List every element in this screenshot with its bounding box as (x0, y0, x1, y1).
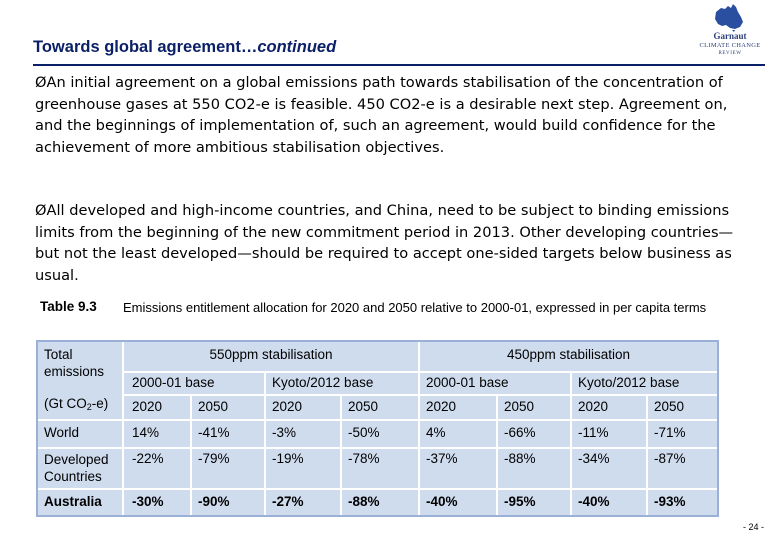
title-divider (33, 64, 765, 66)
table-cell: -40% (426, 494, 458, 509)
units-prefix: (Gt CO (44, 396, 87, 411)
table-cell: -79% (198, 451, 230, 466)
table-caption: Emissions entitlement allocation for 2020 and 2050 relative to 2000-01, expressed in per capita terms (123, 300, 707, 315)
year-header: 2020 (426, 399, 457, 414)
bullet-2 (35, 200, 735, 286)
table-cell: -22% (132, 451, 164, 466)
grid-line (38, 447, 717, 449)
grid-line (264, 371, 266, 515)
subgroup-header: Kyoto/2012 base (272, 375, 374, 390)
table-cell: -3% (272, 425, 297, 440)
units-subscript: 2 (86, 402, 92, 412)
row-label-world: World (44, 425, 80, 440)
table-cell: -88% (504, 451, 536, 466)
table-cell: -27% (272, 494, 304, 509)
title-continued: continued (257, 38, 337, 56)
emissions-table (36, 340, 719, 517)
year-header: 2050 (198, 399, 229, 414)
table-cell: -95% (504, 494, 536, 509)
year-header: 2050 (348, 399, 379, 414)
group-header-550: 550ppm stabilisation (209, 347, 333, 362)
table-cell: -41% (198, 425, 230, 440)
bullet-arrow-icon: Ø (35, 74, 47, 91)
grid-line (38, 488, 717, 490)
corner-header: Total emissions (44, 347, 105, 379)
year-header: 2020 (578, 399, 609, 414)
subgroup-header: 2000-01 base (426, 375, 509, 390)
table-cell: -19% (272, 451, 304, 466)
table-cell: -71% (654, 425, 686, 440)
table-cell: -66% (504, 425, 536, 440)
bullet-1-text: An initial agreement on a global emissions path towards stabilisation of the concentration of greenhouse gases at 550 CO2-e is feasible. 450 CO2-e is a desirable next step. Agreement on, and the beginnings of implementation of, such an agreement, would build confidence for the achievement of more ambitious stabilisation objectives. (35, 74, 728, 156)
table-cell: -34% (578, 451, 610, 466)
year-header: 2020 (272, 399, 303, 414)
subgroup-header: Kyoto/2012 base (578, 375, 680, 390)
group-header-450: 450ppm stabilisation (506, 347, 631, 362)
logo-text-review: REVIEW (718, 51, 742, 56)
grid-line (418, 342, 420, 515)
title-main: Towards global agreement… (33, 38, 258, 56)
logo-text-garnaut: Garnaut (713, 31, 747, 41)
table-cell: -90% (198, 494, 230, 509)
table-cell: -93% (654, 494, 686, 509)
table-cell: -11% (578, 425, 609, 440)
row-label-australia: Australia (44, 494, 102, 509)
table-cell: -40% (578, 494, 610, 509)
corner-units (44, 396, 108, 412)
table-cell: -37% (426, 451, 458, 466)
grid-line (340, 394, 342, 515)
grid-line (496, 394, 498, 515)
grid-line (38, 419, 717, 421)
page-title (33, 38, 336, 57)
year-header: 2050 (654, 399, 685, 414)
units-suffix: -e) (91, 396, 109, 411)
row-label-developed: Developed Countries (44, 452, 109, 484)
table-cell: -88% (348, 494, 380, 509)
table-label: Table 9.3 (40, 299, 97, 314)
year-header: 2050 (504, 399, 535, 414)
grid-line (190, 394, 192, 515)
subgroup-header: 2000-01 base (132, 375, 215, 390)
table-cell: -30% (132, 494, 164, 509)
table-cell: -87% (654, 451, 686, 466)
grid-line (122, 342, 124, 515)
table-cell: -78% (348, 451, 380, 466)
logo-text-climate-change: CLIMATE CHANGE (699, 42, 761, 49)
table-cell: 4% (426, 425, 446, 440)
page-number: - 24 - (742, 522, 764, 532)
bullet-arrow-icon: Ø (35, 202, 47, 219)
table-cell: -50% (348, 425, 380, 440)
bullet-2-text: All developed and high-income countries, and China, need to be subject to binding emissions limits from the beginning of the new commitment period in 2013. Other developing countries—but not the least developed—should be required to accept one-sided targets below business as usual. (35, 202, 734, 284)
bullet-1 (35, 72, 735, 158)
table-cell: 14% (132, 425, 160, 440)
logo (690, 2, 770, 64)
grid-line (570, 371, 572, 515)
grid-line (646, 394, 648, 515)
year-header: 2020 (132, 399, 163, 414)
australia-map-icon (690, 2, 770, 32)
